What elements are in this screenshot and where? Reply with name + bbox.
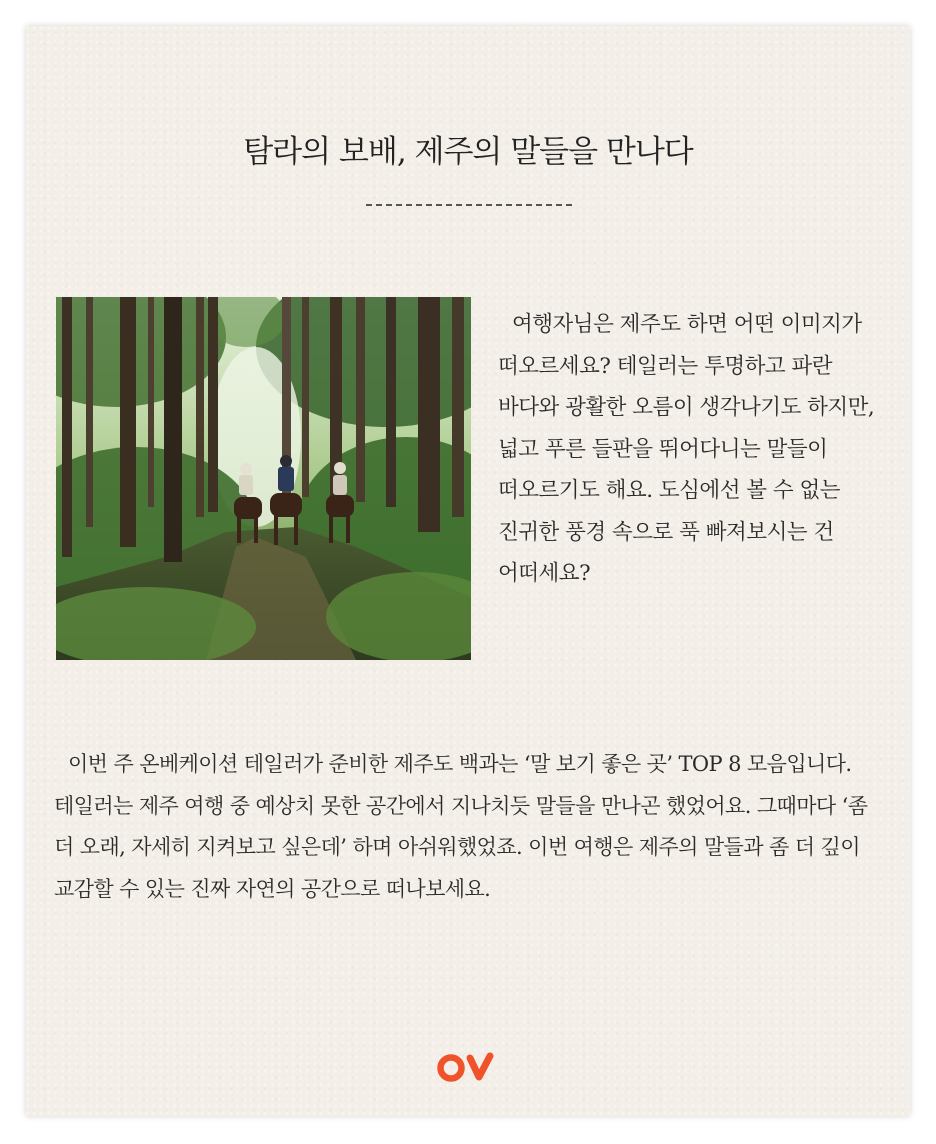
body-paragraph: 이번 주 온베케이션 테일러가 준비한 제주도 백과는 ‘말 보기 좋은 곳’ TOP 8 모음입니다. 테일러는 제주 여행 중 예상치 못한 공간에서 지나치듯 말들을 만나곤 했었어요. 그때마다 ‘좀 더 오래, 자세히 지켜보고 싶은데’ 하며 아쉬워했었죠. 이번 여행은 제주의 말들과 좀 더 깊이 교감할 수 있는 진짜 자연의 공간으로 떠나보세요. (54, 752, 868, 901)
forest-horse-riding-photo (56, 297, 471, 660)
article-title: 탐라의 보배, 제주의 말들을 만나다 (243, 134, 693, 170)
article-card (26, 26, 910, 1116)
intro-paragraph: 여행자님은 제주도 하면 어떤 이미지가 떠오르세요? 테일러는 투명하고 파란 바다와 광활한 오름이 생각나기도 하지만, 넓고 푸른 들판을 뛰어다니는 말들이 떠오르기도 해요. 도심에선 볼 수 없는 진귀한 풍경 속으로 푹 빠져보시는 건 어떠세요? (498, 312, 875, 586)
onvacation-logo-icon (436, 1050, 500, 1088)
title-divider (366, 204, 572, 206)
